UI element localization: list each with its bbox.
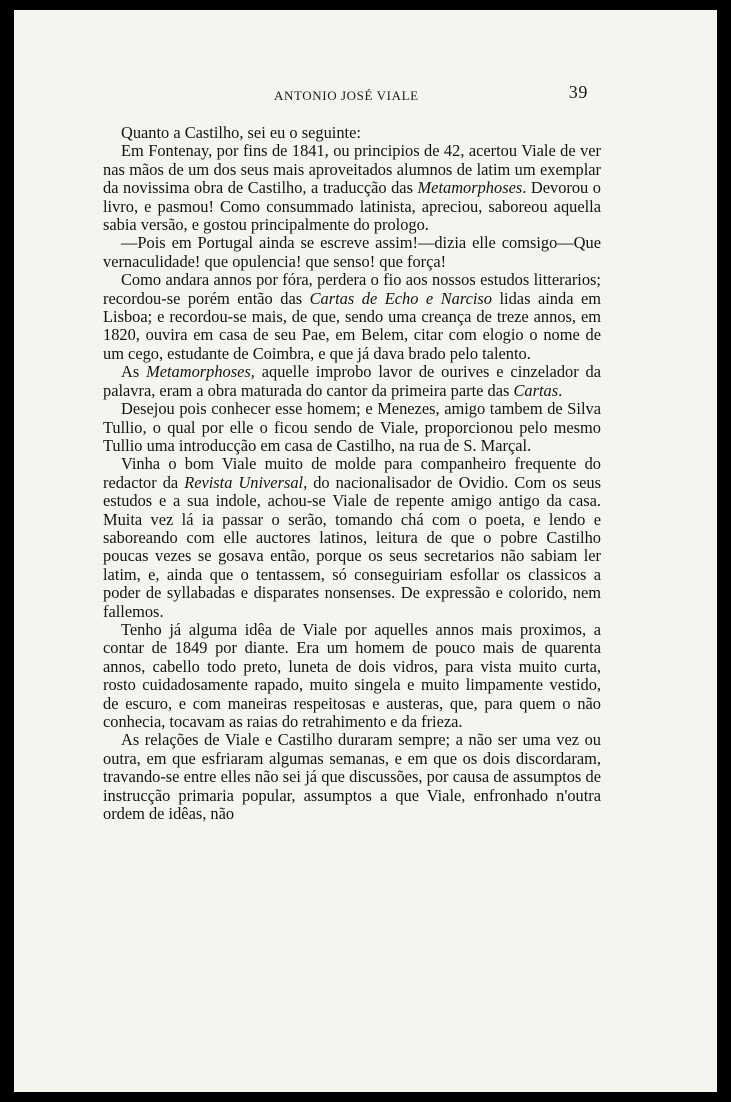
paragraph	[103, 455, 601, 621]
text-run: Desejou pois conhecer esse homem; e Menezes, amigo tambem de Silva Tullio, o qual por elle o ficou sendo de Viale, proporcionou pelo mesmo Tullio uma introducção em casa de Castilho, na rua de S. Marçal.	[103, 399, 601, 455]
paragraph	[103, 621, 601, 731]
running-title: ANTONIO JOSÉ VIALE	[274, 88, 419, 103]
page-number: 39	[568, 82, 588, 102]
paragraph	[103, 271, 601, 363]
text-run: Como andara annos por fóra, perdera o fio aos nossos estudos litterarios; recordou-se porém então das	[103, 270, 601, 308]
paragraph	[103, 124, 601, 142]
text-run: As	[121, 362, 147, 382]
paragraph	[103, 731, 601, 823]
text-run: do nacionalisador de Ovidio. Com os seus estudos e a sua indole, achou-se Viale de repente amigo antigo da casa. Muita vez lá ia passar o serão, tomando chá com o poeta, e lendo e saboreando com elle auctores latinos, leitura de que o pobre Castilho poucas vezes se gosava então, porque os seus secretarios não sabiam ler latim, e, ainda que o tentassem, só conseguiriam esfollar os classicos a poder de syllabadas e disparates nonsenses. De expressão e colorido, nem fallemos.	[103, 472, 601, 621]
text-run: .	[558, 380, 563, 400]
text-run: Tenho já alguma idêa de Viale por aquelles annos mais proximos, a contar de 1849 por diante. Era um homem de pouco mais de quarenta annos, cabello todo preto, luneta de dois vidros, para vista muito curta, rosto cuidadosamente rapado, muito singela e muito limpamente vestido, de escuro, e com maneiras respeitosas e austeras, que, para quem o não conhecia, tocavam as raias do retrahimento e da frieza.	[103, 619, 601, 731]
paragraph	[103, 363, 601, 400]
paragraph	[103, 400, 601, 455]
text-run: lidas ainda em Lisboa; e recordou-se mais, de que, sendo uma creança de treze annos, em 1820, ouvira em casa de seu Pae, em Belem, citar com elogio o nome de um cego, estudante de Coimbra, e que já dava brado pelo talento.	[103, 288, 601, 363]
text-run: —Pois em Portugal ainda se escreve assim!—dizia elle comsigo—Que vernaculidade! que opulencia! que senso! que força!	[103, 233, 601, 271]
text-run: Vinha o bom Viale muito de molde para companheiro frequente do redactor da	[103, 454, 601, 492]
body-text	[103, 124, 601, 823]
paragraph	[103, 234, 601, 271]
text-run: aquelle improbo lavor de ourives e cinzelador da palavra, eram a obra maturada do cantor da primeira parte das	[103, 362, 601, 400]
running-header	[118, 82, 588, 106]
text-run: Quanto a Castilho, sei eu o seguinte:	[121, 123, 361, 142]
italic-title: Metamorphoses	[417, 178, 523, 198]
italic-title: Revista Universal,	[184, 472, 308, 492]
text-run: As relações de Viale e Castilho duraram sempre; a não ser uma vez ou outra, em que esfriaram algumas semanas, e em que os dois discordaram, travando-se entre elles não sei já que discussões, por causa de assumptos de instrucção primaria popular, assumptos a que Viale, enfronhado n'outra ordem de idêas, não	[103, 730, 601, 824]
paragraph	[103, 142, 601, 234]
italic-title: Cartas de Echo e Narciso	[309, 288, 492, 308]
text-run: . Devorou o livro, e pasmou! Como consummado latinista, apreciou, saboreou aquella sabia versão, e gostou principalmente do prologo.	[103, 178, 601, 235]
text-run: Em Fontenay, por fins de 1841, ou principios de 42, acertou Viale de ver nas mãos de um dos seus mais aproveitados alumnos de latim um exemplar da novissima obra de Castilho, a traducção das	[103, 141, 601, 198]
book-page	[14, 10, 717, 1092]
italic-title: Metamorphoses,	[146, 362, 255, 382]
italic-title: Cartas	[513, 380, 559, 400]
